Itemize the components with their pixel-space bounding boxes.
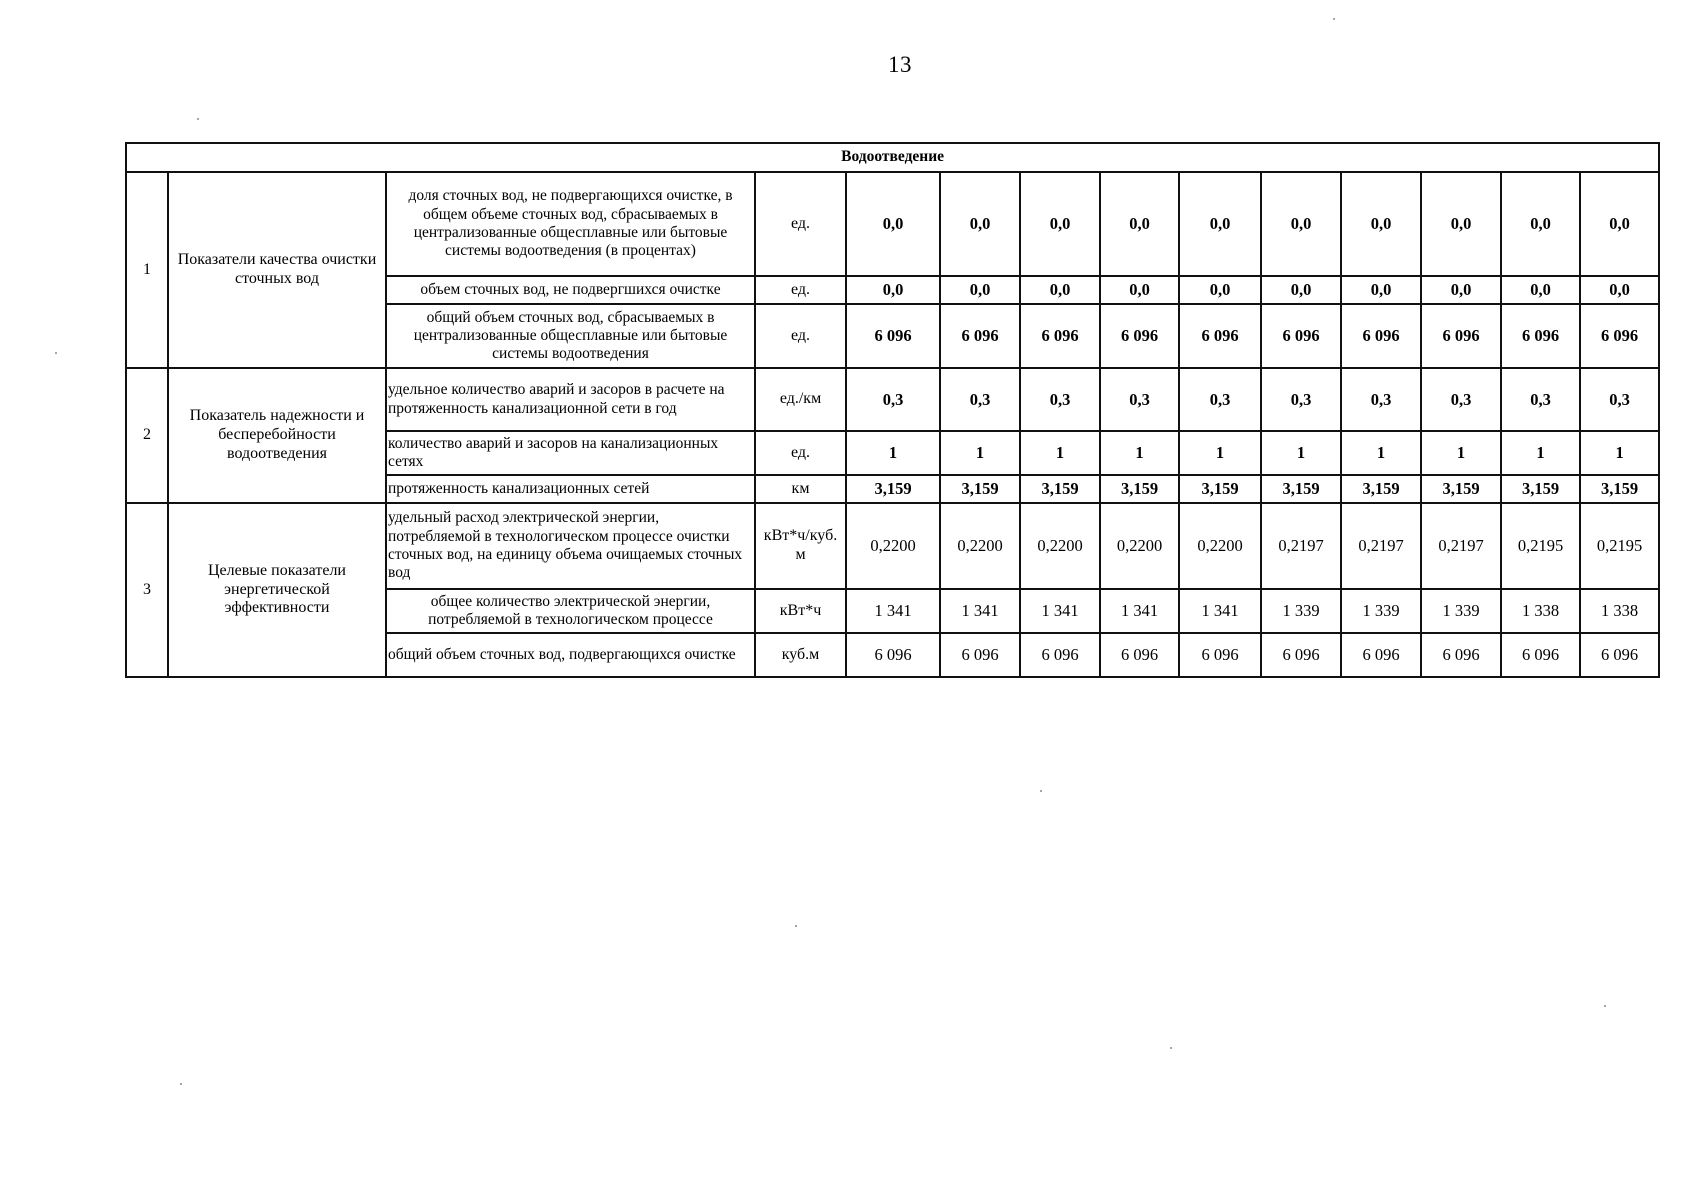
value-cell: 1 bbox=[846, 431, 940, 475]
value-cell: 3,159 bbox=[940, 475, 1020, 503]
value-cell: 0,0 bbox=[1421, 172, 1501, 276]
value-cell: 6 096 bbox=[940, 633, 1020, 677]
indicator-name: общий объем сточных вод, сбрасываемых в централизованные общесплавные или бытовые системы водоотведения bbox=[386, 304, 755, 368]
group-number: 1 bbox=[126, 172, 168, 368]
value-cell: 1 bbox=[1421, 431, 1501, 475]
value-cell: 0,2197 bbox=[1421, 503, 1501, 589]
value-cell: 0,3 bbox=[1341, 368, 1421, 431]
indicators-table bbox=[125, 142, 1660, 678]
value-cell: 3,159 bbox=[1100, 475, 1179, 503]
value-cell: 0,2195 bbox=[1501, 503, 1580, 589]
value-cell: 1 bbox=[1020, 431, 1100, 475]
page-number: 13 bbox=[888, 52, 912, 77]
value-cell: 1 bbox=[1261, 431, 1341, 475]
group-name: Целевые показатели энергетической эффективности bbox=[168, 503, 386, 677]
section-title: Водоотведение bbox=[126, 143, 1659, 172]
unit-cell: ед. bbox=[755, 431, 846, 475]
value-cell: 6 096 bbox=[1100, 633, 1179, 677]
value-cell: 0,0 bbox=[1179, 172, 1261, 276]
value-cell: 6 096 bbox=[1421, 304, 1501, 368]
value-cell: 3,159 bbox=[1261, 475, 1341, 503]
value-cell: 0,3 bbox=[846, 368, 940, 431]
value-cell: 1 341 bbox=[1179, 589, 1261, 633]
value-cell: 6 096 bbox=[1501, 633, 1580, 677]
indicator-name: протяженность канализационных сетей bbox=[386, 475, 755, 503]
indicator-name: количество аварий и засоров на канализационных сетях bbox=[386, 431, 755, 475]
value-cell: 0,0 bbox=[846, 276, 940, 304]
value-cell: 6 096 bbox=[1580, 633, 1659, 677]
value-cell: 6 096 bbox=[1100, 304, 1179, 368]
value-cell: 0,0 bbox=[1179, 276, 1261, 304]
value-cell: 6 096 bbox=[1179, 633, 1261, 677]
unit-cell: ед. bbox=[755, 172, 846, 276]
scan-speck bbox=[795, 925, 797, 927]
value-cell: 0,2200 bbox=[1179, 503, 1261, 589]
unit-cell: куб.м bbox=[755, 633, 846, 677]
value-cell: 6 096 bbox=[1020, 633, 1100, 677]
value-cell: 0,0 bbox=[1261, 172, 1341, 276]
value-cell: 0,0 bbox=[1501, 172, 1580, 276]
value-cell: 6 096 bbox=[1261, 633, 1341, 677]
value-cell: 1 338 bbox=[1580, 589, 1659, 633]
value-cell: 1 338 bbox=[1501, 589, 1580, 633]
value-cell: 0,3 bbox=[1580, 368, 1659, 431]
value-cell: 1 339 bbox=[1341, 589, 1421, 633]
value-cell: 0,3 bbox=[1179, 368, 1261, 431]
value-cell: 0,3 bbox=[1421, 368, 1501, 431]
group-name: Показатели качества очистки сточных вод bbox=[168, 172, 386, 368]
value-cell: 6 096 bbox=[940, 304, 1020, 368]
table-row bbox=[126, 172, 1659, 276]
unit-cell: кВт*ч bbox=[755, 589, 846, 633]
value-cell: 6 096 bbox=[1580, 304, 1659, 368]
group-number: 3 bbox=[126, 503, 168, 677]
scan-speck bbox=[197, 118, 199, 120]
unit-cell: ед. bbox=[755, 276, 846, 304]
value-cell: 0,2200 bbox=[1020, 503, 1100, 589]
value-cell: 1 bbox=[1580, 431, 1659, 475]
indicator-name: общий объем сточных вод, подвергающихся очистке bbox=[386, 633, 755, 677]
value-cell: 6 096 bbox=[1501, 304, 1580, 368]
value-cell: 0,0 bbox=[1341, 276, 1421, 304]
unit-cell: ед./км bbox=[755, 368, 846, 431]
value-cell: 0,0 bbox=[1421, 276, 1501, 304]
value-cell: 0,2195 bbox=[1580, 503, 1659, 589]
value-cell: 0,0 bbox=[1580, 172, 1659, 276]
value-cell: 3,159 bbox=[1179, 475, 1261, 503]
value-cell: 0,0 bbox=[1100, 172, 1179, 276]
value-cell: 0,3 bbox=[1020, 368, 1100, 431]
value-cell: 0,2197 bbox=[1261, 503, 1341, 589]
indicator-name: удельное количество аварий и засоров в расчете на протяженность канализационной сети в год bbox=[386, 368, 755, 431]
indicator-name: объем сточных вод, не подвергшихся очистке bbox=[386, 276, 755, 304]
value-cell: 6 096 bbox=[1341, 633, 1421, 677]
scan-speck bbox=[180, 1083, 182, 1085]
value-cell: 0,0 bbox=[1261, 276, 1341, 304]
unit-cell: ед. bbox=[755, 304, 846, 368]
value-cell: 1 341 bbox=[846, 589, 940, 633]
value-cell: 0,3 bbox=[1100, 368, 1179, 431]
value-cell: 1 bbox=[1501, 431, 1580, 475]
group-name: Показатель надежности и бесперебойности водоотведения bbox=[168, 368, 386, 503]
value-cell: 3,159 bbox=[1020, 475, 1100, 503]
value-cell: 3,159 bbox=[1421, 475, 1501, 503]
value-cell: 6 096 bbox=[846, 633, 940, 677]
group-number: 2 bbox=[126, 368, 168, 503]
section-header-row bbox=[126, 143, 1659, 172]
value-cell: 0,3 bbox=[1261, 368, 1341, 431]
value-cell: 3,159 bbox=[1341, 475, 1421, 503]
value-cell: 6 096 bbox=[846, 304, 940, 368]
unit-cell: км bbox=[755, 475, 846, 503]
indicator-name: общее количество электрической энергии, потребляемой в технологическом процессе bbox=[386, 589, 755, 633]
value-cell: 0,2200 bbox=[940, 503, 1020, 589]
value-cell: 1 bbox=[1341, 431, 1421, 475]
value-cell: 0,2200 bbox=[846, 503, 940, 589]
value-cell: 1 341 bbox=[1020, 589, 1100, 633]
value-cell: 1 339 bbox=[1261, 589, 1341, 633]
value-cell: 6 096 bbox=[1421, 633, 1501, 677]
indicator-name: доля сточных вод, не подвергающихся очистке, в общем объеме сточных вод, сбрасываемых в централизованные общесплавные или бытовые системы водоотведения (в процентах) bbox=[386, 172, 755, 276]
value-cell: 6 096 bbox=[1261, 304, 1341, 368]
scan-speck bbox=[1333, 18, 1335, 20]
value-cell: 0,0 bbox=[846, 172, 940, 276]
scan-speck bbox=[1040, 790, 1042, 792]
value-cell: 0,2197 bbox=[1341, 503, 1421, 589]
value-cell: 3,159 bbox=[846, 475, 940, 503]
value-cell: 0,0 bbox=[940, 172, 1020, 276]
scan-speck bbox=[1604, 1005, 1606, 1007]
value-cell: 1 341 bbox=[940, 589, 1020, 633]
table-row bbox=[126, 503, 1659, 589]
value-cell: 0,2200 bbox=[1100, 503, 1179, 589]
value-cell: 1 339 bbox=[1421, 589, 1501, 633]
value-cell: 3,159 bbox=[1580, 475, 1659, 503]
value-cell: 1 341 bbox=[1100, 589, 1179, 633]
table-row bbox=[126, 368, 1659, 431]
value-cell: 3,159 bbox=[1501, 475, 1580, 503]
indicator-name: удельный расход электрической энергии, потребляемой в технологическом процессе очистки сточных вод, на единицу объема очищаемых сточных вод bbox=[386, 503, 755, 589]
value-cell: 0,0 bbox=[1501, 276, 1580, 304]
unit-cell: кВт*ч/куб. м bbox=[755, 503, 846, 589]
value-cell: 0,0 bbox=[1580, 276, 1659, 304]
value-cell: 0,3 bbox=[940, 368, 1020, 431]
value-cell: 0,0 bbox=[1020, 276, 1100, 304]
value-cell: 1 bbox=[940, 431, 1020, 475]
value-cell: 0,0 bbox=[940, 276, 1020, 304]
scan-speck bbox=[1170, 1047, 1172, 1049]
value-cell: 0,3 bbox=[1501, 368, 1580, 431]
value-cell: 0,0 bbox=[1100, 276, 1179, 304]
value-cell: 1 bbox=[1100, 431, 1179, 475]
value-cell: 6 096 bbox=[1341, 304, 1421, 368]
scan-speck bbox=[55, 352, 57, 354]
value-cell: 0,0 bbox=[1020, 172, 1100, 276]
value-cell: 0,0 bbox=[1341, 172, 1421, 276]
value-cell: 1 bbox=[1179, 431, 1261, 475]
value-cell: 6 096 bbox=[1020, 304, 1100, 368]
value-cell: 6 096 bbox=[1179, 304, 1261, 368]
